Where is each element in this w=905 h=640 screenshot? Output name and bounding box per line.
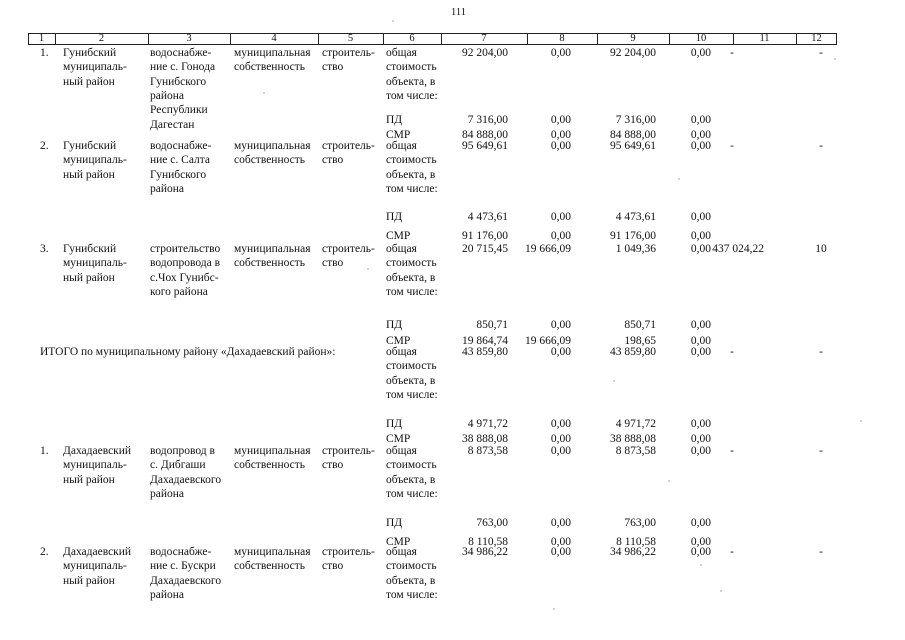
total-value-col10: 0,00 [690, 140, 711, 152]
smr-value-col7: 38 888,08 [462, 433, 508, 445]
scan-speck [392, 20, 394, 22]
scan-speck [668, 480, 670, 482]
total-cost-label: объекта, в [386, 75, 436, 88]
work-kind: строитель- [322, 243, 375, 255]
district-name: ный район [63, 574, 115, 587]
pd-value-col8: 0,00 [550, 319, 571, 331]
object-name: ние с. Бускри [150, 560, 216, 573]
object-name: с.Чох Гунибс- [150, 271, 219, 284]
header-cell-8: 8 [559, 33, 565, 44]
district-name: Гунибский [63, 140, 117, 152]
scan-speck [367, 268, 369, 270]
total-value-col10: 0,00 [690, 445, 711, 457]
ownership-type: собственность [234, 560, 306, 573]
pd-value-col7: 7 316,00 [467, 114, 508, 126]
smr-value-col8: 0,00 [550, 230, 571, 242]
work-kind: ство [322, 459, 344, 472]
pd-value-col10: 0,00 [690, 211, 711, 223]
header-cell-6: 6 [409, 33, 415, 44]
district-name: Гунибский [63, 243, 117, 255]
district-name: ный район [63, 271, 115, 284]
total-cost-label: стоимость [386, 61, 437, 74]
object-name: водоснабже- [150, 47, 212, 59]
smr-value-col10: 0,00 [690, 536, 711, 548]
ownership-type: муниципальная [234, 243, 311, 255]
smr-label: СМР [386, 433, 411, 445]
total-cost-label: объекта, в [386, 574, 436, 587]
ownership-type: собственность [234, 61, 306, 74]
total-cost-label: том числе: [386, 588, 438, 601]
ownership-type: собственность [234, 257, 306, 270]
object-name: строительство [150, 243, 221, 255]
work-kind: ство [322, 61, 344, 74]
smr-value-col10: 0,00 [690, 335, 711, 347]
smr-value-col10: 0,00 [690, 433, 711, 445]
total-cost-label: объекта, в [386, 168, 436, 181]
total-cost-label: объекта, в [386, 473, 436, 486]
page-number: 111 [451, 7, 466, 18]
smr-value-col7: 19 864,74 [462, 335, 508, 347]
ownership-type: муниципальная [234, 47, 311, 59]
smr-value-col8: 0,00 [550, 129, 571, 141]
pd-value-col9: 4 971,72 [615, 418, 656, 430]
header-cell-4: 4 [271, 33, 277, 44]
pd-value-col7: 763,00 [476, 517, 508, 529]
total-cost-label: стоимость [386, 459, 437, 472]
smr-value-col9: 84 888,00 [610, 129, 656, 141]
header-cell-10: 10 [695, 33, 707, 44]
row-number: 1. [40, 47, 49, 59]
total-cost-label: том числе: [386, 89, 438, 102]
smr-label: СМР [386, 129, 411, 141]
scan-speck [834, 58, 836, 60]
total-value-col10: 0,00 [690, 243, 711, 255]
smr-value-col9: 91 176,00 [610, 230, 656, 242]
total-value-col7: 92 204,00 [462, 47, 508, 59]
scan-speck [678, 178, 680, 180]
col11-value: - [730, 445, 734, 457]
col11-value: - [730, 546, 734, 558]
row-number: 2. [40, 546, 49, 558]
header-cell-3: 3 [186, 33, 192, 44]
total-value-col10: 0,00 [690, 546, 711, 558]
total-cost-label: общая [386, 445, 417, 457]
total-value-col10: 0,00 [690, 47, 711, 59]
total-cost-label: объекта, в [386, 374, 436, 387]
scan-speck [263, 92, 265, 94]
ownership-type: собственность [234, 459, 306, 472]
district-name: ный район [63, 168, 115, 181]
district-name: ный район [63, 75, 115, 88]
col12-value: - [819, 546, 823, 558]
col12-value: - [819, 346, 823, 358]
ownership-type: муниципальная [234, 140, 311, 152]
work-kind: строитель- [322, 47, 375, 59]
smr-value-col7: 8 110,58 [468, 536, 508, 548]
object-name: Гунибского [150, 75, 207, 88]
row-number: 3. [40, 243, 49, 255]
total-value-col9: 43 859,80 [610, 346, 656, 358]
total-cost-label: том числе: [386, 182, 438, 195]
object-name: Дахадаевского [150, 473, 222, 486]
row-number: 1. [40, 445, 49, 457]
total-value-col7: 43 859,80 [462, 346, 508, 358]
district-name: муниципаль- [63, 560, 127, 573]
pd-value-col9: 763,00 [624, 517, 656, 529]
object-name: водоснабже- [150, 546, 212, 558]
total-value-col9: 8 873,58 [615, 445, 656, 457]
header-cell-5: 5 [347, 33, 354, 44]
scan-speck [720, 590, 722, 592]
work-kind: строитель- [322, 445, 375, 457]
total-value-col8: 0,00 [550, 445, 571, 457]
total-value-col10: 0,00 [690, 346, 711, 358]
object-name: водопровода в [150, 257, 221, 270]
object-name: водоснабже- [150, 140, 212, 152]
scan-speck [700, 564, 702, 566]
total-cost-label: стоимость [386, 360, 437, 373]
total-cost-label: общая [386, 47, 417, 59]
object-name: района [150, 487, 185, 500]
col11-value: - [730, 346, 734, 358]
work-kind: ство [322, 257, 344, 270]
total-value-col7: 8 873,58 [467, 445, 508, 457]
pd-value-col9: 7 316,00 [615, 114, 656, 126]
pd-value-col10: 0,00 [690, 319, 711, 331]
object-name: Гунибского [150, 168, 207, 181]
object-name: района [150, 182, 185, 195]
pd-value-col9: 4 473,61 [615, 211, 656, 223]
col11-value: - [730, 47, 734, 59]
pd-value-col7: 4 971,72 [467, 418, 508, 430]
col12-value: - [819, 445, 823, 457]
object-name: Республики [150, 104, 208, 117]
total-value-col9: 92 204,00 [610, 47, 656, 59]
pd-label: ПД [386, 418, 403, 430]
col12-value: - [819, 140, 823, 152]
row-number: 2. [40, 140, 49, 152]
total-value-col7: 34 986,22 [462, 546, 508, 558]
total-value-col9: 1 049,36 [615, 243, 656, 255]
smr-value-col7: 91 176,00 [462, 230, 508, 242]
total-cost-label: общая [386, 346, 417, 358]
object-name: водопровод в [150, 445, 215, 457]
smr-value-col10: 0,00 [690, 129, 711, 141]
ownership-type: муниципальная [234, 445, 311, 457]
smr-label: СМР [386, 335, 411, 347]
object-name: ние с. Гонода [150, 61, 216, 74]
object-name: района [150, 89, 185, 102]
pd-value-col10: 0,00 [690, 517, 711, 529]
total-value-col9: 95 649,61 [610, 140, 656, 152]
smr-value-col10: 0,00 [690, 230, 711, 242]
object-name: Дагестан [150, 118, 195, 131]
pd-value-col7: 850,71 [476, 319, 508, 331]
col11-value: 437 024,22 [712, 243, 764, 255]
ownership-type: собственность [234, 154, 306, 167]
total-cost-label: том числе: [386, 487, 438, 500]
total-value-col8: 0,00 [550, 47, 571, 59]
total-value-col8: 0,00 [550, 546, 571, 558]
object-name: с. Дибгаши [150, 459, 206, 472]
col12-value: 10 [815, 243, 827, 255]
work-kind: строитель- [322, 546, 375, 558]
col12-value: - [819, 47, 823, 59]
pd-label: ПД [386, 517, 403, 529]
total-cost-label: стоимость [386, 154, 437, 167]
total-cost-label: общая [386, 140, 417, 152]
total-value-col7: 95 649,61 [462, 140, 508, 152]
total-cost-label: общая [386, 546, 417, 558]
itogo-label: ИТОГО по муниципальному району «Дахадаевский район»: [40, 346, 336, 358]
scan-speck [553, 608, 555, 610]
total-cost-label: том числе: [386, 388, 438, 401]
total-cost-label: стоимость [386, 560, 437, 573]
district-name: муниципаль- [63, 154, 127, 167]
ownership-type: муниципальная [234, 546, 311, 558]
smr-value-col9: 8 110,58 [616, 536, 656, 548]
smr-value-col9: 198,65 [624, 335, 656, 347]
district-name: муниципаль- [63, 257, 127, 270]
district-name: муниципаль- [63, 61, 127, 74]
district-name: муниципаль- [63, 459, 127, 472]
total-cost-label: стоимость [386, 257, 437, 270]
total-cost-label: объекта, в [386, 271, 436, 284]
smr-label: СМР [386, 536, 411, 548]
scan-speck [613, 380, 615, 382]
header-cell-12: 12 [811, 33, 822, 44]
total-value-col7: 20 715,45 [462, 243, 508, 255]
total-value-col9: 34 986,22 [610, 546, 656, 558]
pd-value-col10: 0,00 [690, 418, 711, 430]
pd-value-col7: 4 473,61 [467, 211, 508, 223]
smr-value-col8: 19 666,09 [525, 335, 571, 347]
pd-value-col8: 0,00 [550, 114, 571, 126]
total-value-col8: 0,00 [550, 346, 571, 358]
smr-label: СМР [386, 230, 411, 242]
header-cell-11: 11 [759, 33, 770, 44]
smr-value-col9: 38 888,08 [610, 433, 656, 445]
col11-value: - [730, 140, 734, 152]
district-name: Дахадаевский [63, 445, 132, 457]
total-value-col8: 0,00 [550, 140, 571, 152]
smr-value-col8: 0,00 [550, 536, 571, 548]
pd-label: ПД [386, 319, 403, 331]
header-cell-9: 9 [630, 33, 636, 44]
district-name: ный район [63, 473, 115, 486]
object-name: кого района [150, 285, 208, 298]
district-name: Гунибский [63, 47, 117, 59]
total-value-col8: 19 666,09 [525, 243, 571, 255]
object-name: района [150, 588, 185, 601]
smr-value-col8: 0,00 [550, 433, 571, 445]
object-name: Дахадаевского [150, 574, 222, 587]
pd-value-col8: 0,00 [550, 517, 571, 529]
pd-label: ПД [386, 114, 403, 126]
scan-speck [860, 420, 862, 422]
header-cell-7: 7 [481, 33, 487, 44]
work-kind: строитель- [322, 140, 375, 152]
pd-value-col10: 0,00 [690, 114, 711, 126]
total-cost-label: общая [386, 243, 417, 255]
work-kind: ство [322, 154, 344, 167]
district-name: Дахадаевский [63, 546, 132, 558]
pd-value-col8: 0,00 [550, 211, 571, 223]
work-kind: ство [322, 560, 344, 573]
pd-label: ПД [386, 211, 403, 223]
pd-value-col8: 0,00 [550, 418, 571, 430]
total-cost-label: том числе: [386, 285, 438, 298]
object-name: ние с. Салта [150, 154, 211, 167]
header-cell-2: 2 [98, 33, 105, 44]
smr-value-col7: 84 888,00 [462, 129, 508, 141]
header-cell-1: 1 [38, 33, 45, 44]
pd-value-col9: 850,71 [624, 319, 656, 331]
